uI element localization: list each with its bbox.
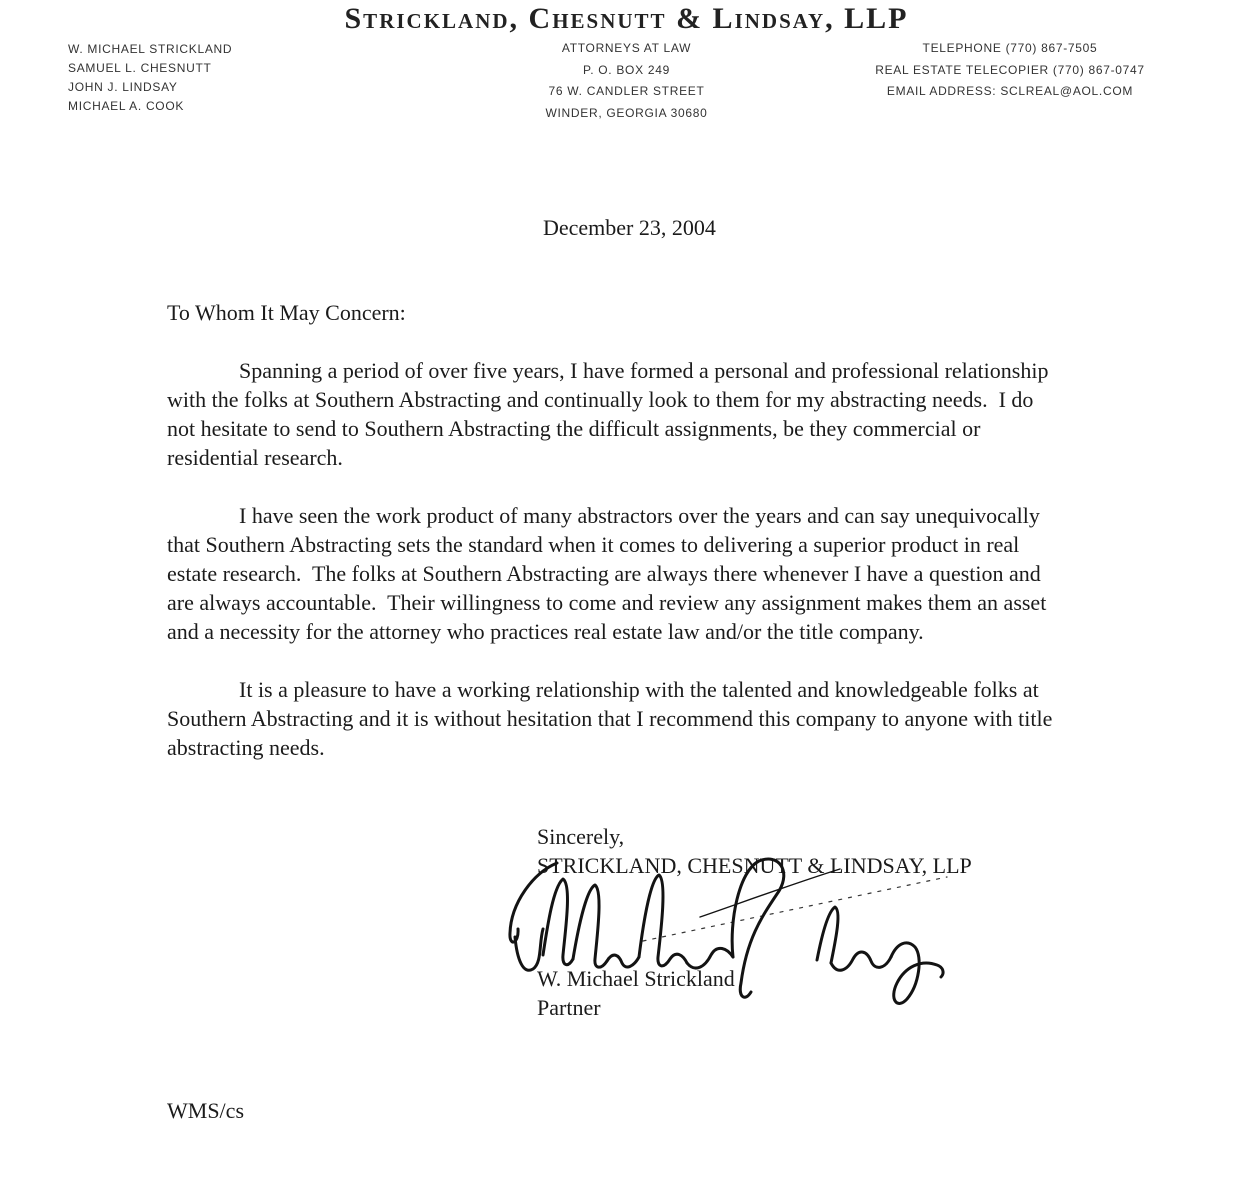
street-line: 76 W. CANDLER STREET: [548, 84, 705, 98]
attorney-list: [68, 40, 232, 116]
firm-name-heading: Strickland, Chesnutt & Lindsay, LLP: [344, 2, 909, 35]
closing-block: [537, 822, 972, 1022]
email-line: EMAIL ADDRESS: SCLREAL@AOL.COM: [886, 84, 1134, 98]
valediction: Sincerely,: [537, 824, 625, 849]
body-paragraph-3: It is a pleasure to have a working relationship with the talented and knowledgeable folks at Southern Abstracting and it is without hesitation that I recommend this company to anyone with title abstracting needs.: [167, 677, 1058, 760]
signer-title: Partner: [537, 995, 601, 1020]
attorneys-at-law-line: ATTORNEYS AT LAW: [561, 41, 692, 55]
firm-address: [545, 38, 707, 124]
closing-firm-line: STRICKLAND, CHESNUTT & LINDSAY, LLP: [537, 853, 972, 878]
telecopier-line: REAL ESTATE TELECOPIER (770) 867-0747: [875, 62, 1145, 77]
salutation: To Whom It May Concern:: [167, 300, 406, 325]
city-state-zip-line: WINDER, GEORGIA 30680: [545, 105, 708, 120]
reference-initials: WMS/cs: [167, 1098, 244, 1123]
body-paragraph-2: I have seen the work product of many abstractors over the years and can say unequivocally that Southern Abstracting sets the standard when it comes to delivering a superior product in real estate research. The folks at Southern Abstracting are always there whenever I have a question and are always accountable. Their willingness to come and review any assignment makes them an asset and a necessity for the attorney who practices real estate law and/or the title company.: [167, 503, 1052, 644]
attorney-name: MICHAEL A. COOK: [68, 99, 185, 113]
body-paragraph-1: Spanning a period of over five years, I have formed a personal and professional relationship with the folks at Southern Abstracting and continually look to them for my abstracting needs. I do not hesitate to send to Southern Abstracting the difficult assignments, be they commercial or residential research.: [167, 358, 1054, 470]
attorney-name: W. MICHAEL STRICKLAND: [68, 42, 233, 56]
telephone-line: TELEPHONE (770) 867-7505: [922, 41, 1098, 55]
signature-space: [537, 880, 972, 964]
po-box-line: P. O. BOX 249: [583, 62, 670, 77]
attorney-name: JOHN J. LINDSAY: [68, 80, 178, 94]
signer-name: W. Michael Strickland: [537, 966, 735, 991]
firm-contact: [830, 38, 1190, 103]
letter-body: [167, 356, 1060, 791]
letter-date: December 23, 2004: [543, 215, 716, 240]
attorney-name: SAMUEL L. CHESNUTT: [68, 61, 212, 75]
